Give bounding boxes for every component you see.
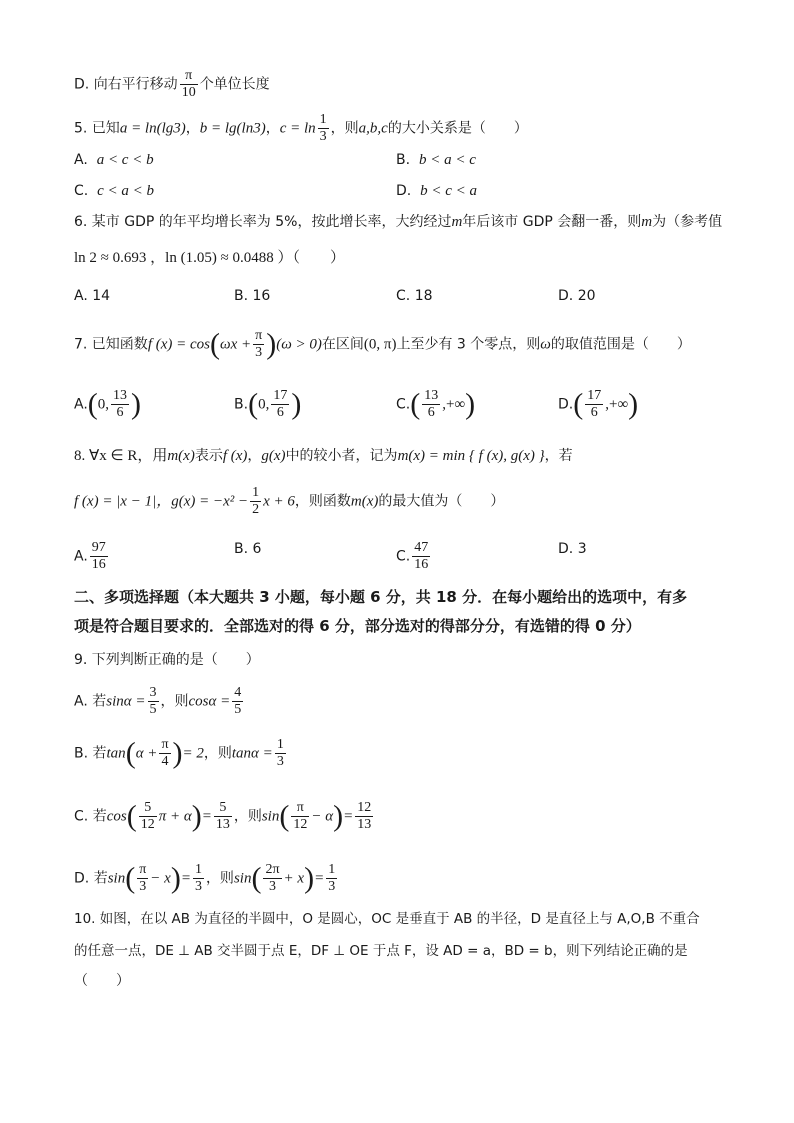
math: sinα = (106, 693, 146, 710)
math-interval: (0, π) (363, 336, 397, 353)
stem-text: 上至少有 3 个零点，则 (396, 336, 541, 353)
q9-stem: 9. 下列判断正确的是（ ） (74, 652, 260, 668)
math: π + α (158, 808, 192, 825)
option-text: 若 (92, 745, 107, 762)
fraction: $\frac{1}{2}$ (252, 485, 260, 517)
option-label: D. (396, 183, 412, 199)
q5-option-c (74, 182, 154, 200)
stem-text: 的大小关系是（ ） (387, 120, 528, 137)
math-fdef: f (x) = |x − 1| (74, 493, 157, 510)
math-def: m(x) = min { f (x), g(x) } (397, 448, 545, 464)
q7-stem: 7. 已知函数f (x) = cos(ωx + $\frac{\pi}{3}$ )(ω > 0)在区间(0, π)上至少有 3 个零点，则ω的取值范围是（ ） (74, 327, 691, 361)
option-label: D. (558, 541, 574, 557)
option-label: D. (74, 870, 90, 887)
option-text: ，则 (203, 745, 232, 762)
option-label: B. (234, 288, 249, 304)
fraction: $\frac{5}{13}$ (215, 800, 230, 832)
math: tan (106, 745, 126, 762)
math-vars: a,b,c (358, 120, 388, 137)
math: = (343, 808, 354, 825)
q6-option-d (558, 287, 596, 305)
q10-stem-line3: （ ） (74, 973, 130, 989)
q6-stem-line1 (74, 213, 722, 231)
option-label: A. (74, 152, 88, 168)
option-label: D. (74, 76, 90, 93)
option-label: A. (74, 693, 88, 710)
fraction: $\frac{\pi}{3}$ (255, 328, 263, 360)
option-text: 若 (92, 808, 107, 825)
math-m: m (641, 214, 653, 230)
fraction: $\frac{\pi}{4}$ (161, 737, 169, 769)
math-gdef-tail: x + 6 (263, 493, 295, 510)
option-text: 3 (577, 541, 587, 557)
fraction: $\frac{47}{16}$ (414, 540, 429, 572)
math: = (201, 808, 212, 825)
stem-text: 年后该市 GDP 会翻一番，则 (462, 214, 642, 230)
fraction: $\frac{17}{6}$ (587, 388, 602, 420)
math: cos (106, 808, 127, 825)
option-label: A. (74, 288, 88, 304)
fraction: $\frac{\pi}{12}$ (293, 800, 308, 832)
fraction: $\frac{13}{6}$ (113, 388, 128, 420)
math: = 2 (182, 745, 204, 762)
option-label: A. (74, 396, 88, 413)
math-m: m(x) (350, 493, 379, 510)
math: − α (311, 808, 334, 825)
fraction: $\frac{17}{6}$ (273, 388, 288, 420)
q7-option-d: D.( $\frac{17}{6}$ ,+∞) (558, 387, 639, 421)
math-b: b = lg(ln3) (199, 120, 266, 137)
option-label: B. (74, 745, 89, 762)
stem-text: ，则函数 (294, 493, 351, 510)
option-expr: a < c < b (96, 152, 154, 168)
q8-stem-line1 (74, 447, 573, 465)
stem-text: 的最大值为（ ） (378, 493, 505, 510)
option-label: C. (396, 288, 411, 304)
math-f: f (x) (222, 448, 248, 464)
fraction: $\frac{2\pi}{3}$ (265, 862, 280, 894)
option-label: B. (396, 152, 411, 168)
section-heading-line1: 二、多项选择题（本大题共 3 小题，每小题 6 分，共 18 分．在每小题给出的选项中，有多 (74, 588, 688, 606)
q5-option-d (396, 182, 477, 200)
option-expr: b < c < a (420, 183, 478, 199)
fraction: $\frac{13}{6}$ (424, 388, 439, 420)
math: cosα = (188, 693, 231, 710)
stem-text: 表示 (194, 448, 223, 464)
math-cond: (ω > 0) (276, 336, 322, 353)
math: sin (261, 808, 280, 825)
stem-text: 中的较小者，记为 (285, 448, 398, 464)
stem-text: ，则 (330, 120, 359, 137)
fraction: $\frac{12}{13}$ (357, 800, 372, 832)
q6-option-b (234, 287, 270, 305)
option-text-tail: 个单位长度 (199, 76, 270, 93)
math: − x (150, 870, 171, 887)
q9-option-a (74, 685, 245, 718)
q8-option-c (396, 540, 432, 573)
q6-option-a (74, 287, 110, 305)
fraction: $\frac{1}{3}$ (276, 737, 284, 769)
option-text: 6 (252, 541, 262, 557)
q8-stem-line2 (74, 485, 504, 518)
math: tanα = (231, 745, 273, 762)
option-expr: b < a < c (418, 152, 476, 168)
stem-text: ，若 (544, 448, 573, 464)
option-text: 20 (577, 288, 596, 304)
q6-option-c (396, 287, 433, 305)
q7-option-a: A.(0, $\frac{13}{6}$ ) (74, 387, 142, 421)
option-label: C. (74, 808, 89, 825)
fraction: $\frac{1}{3}$ (319, 112, 327, 144)
q9-option-c: C. 若cos( $\frac{5}{12}$ π + α)= $\frac{5}{13}$ ，则sin( $\frac{\pi}{12}$ − α)= $\frac{12}{13}$ (74, 799, 372, 833)
q5-option-b (396, 151, 476, 169)
q9-option-b: B. 若tan(α + $\frac{\pi}{4}$ )= 2，则tanα = $\frac{1}{3}$ (74, 736, 284, 770)
math-gdef: ，g(x) = −x² − (156, 493, 249, 510)
math-c: c = ln (279, 120, 316, 137)
math: + x (283, 870, 305, 887)
fraction: $\frac{1}{3}$ (328, 862, 336, 894)
q7-option-b: B.(0, $\frac{17}{6}$ ) (234, 387, 302, 421)
option-text: ，则 (233, 808, 262, 825)
option-text: 若 (92, 693, 107, 710)
option-label: C. (74, 183, 89, 199)
option-label: A. (74, 548, 88, 565)
q6-stem-line2 (74, 249, 345, 267)
math: sin (107, 870, 126, 887)
fraction: $\frac{97}{16}$ (91, 540, 106, 572)
math: = (314, 870, 325, 887)
option-label: C. (396, 548, 411, 565)
q5-stem: 5. 已知a = ln(lg3)，b = lg(ln3)，c = ln $\frac{1}{3}$ ，则a,b,c的大小关系是（ ） (74, 112, 528, 144)
q10-stem-line2: 的任意一点，DE ⊥ AB 交半圆于点 E，DF ⊥ OE 于点 F，设 AD = a，BD = b，则下列结论正确的是 (74, 943, 688, 959)
option-text: ，则 (160, 693, 189, 710)
math: sin (233, 870, 252, 887)
option-label: B. (234, 396, 249, 413)
stem-text: 已知 (91, 120, 120, 137)
option-text: ，则 (205, 870, 234, 887)
option-text: 14 (92, 288, 111, 304)
option-text: 16 (252, 288, 271, 304)
fraction: $\frac{5}{12}$ (140, 800, 155, 832)
option-text: 若 (93, 870, 108, 887)
option-label: D. (558, 288, 574, 304)
math-arg: ωx + (220, 336, 252, 353)
fraction: $\frac{3}{5}$ (149, 685, 157, 717)
q8-option-a (74, 540, 110, 573)
q8-option-d (558, 540, 587, 558)
section-heading-line2: 项是符合题目要求的．全部选对的得 6 分，部分选对的得部分分，有选错的得 0 分） (74, 617, 641, 635)
fraction: $\frac{4}{5}$ (234, 685, 242, 717)
stem-text: ， (247, 448, 262, 464)
math-omega: ω (540, 336, 551, 353)
stem-text: 在区间 (321, 336, 364, 353)
fraction: $\frac{\pi}{10}$ (181, 68, 196, 100)
option-label: C. (396, 396, 411, 413)
q10-stem-line1: 10. 如图，在以 AB 为直径的半圆中，O 是圆心，OC 是垂直于 AB 的半径，D 是直径上与 A,O,B 不重合 (74, 911, 700, 927)
option-text: 18 (414, 288, 433, 304)
math-m: m(x) (167, 448, 195, 464)
q4-option-d (74, 68, 270, 101)
stem-text: ln 2 ≈ 0.693 ，ln (1.05) ≈ 0.0488 ）（ ） (74, 250, 346, 266)
stem-text: 的取值范围是（ ） (550, 336, 691, 353)
fraction: $\frac{1}{3}$ (194, 862, 202, 894)
math-m: m (451, 214, 463, 230)
math: = (180, 870, 191, 887)
stem-text: 8. ∀x ∈ R，用 (74, 448, 168, 464)
stem-text: 为（参考值 (652, 214, 723, 230)
q7-option-c: C.( $\frac{13}{6}$ ,+∞) (396, 387, 476, 421)
stem-text: 6. 某市 GDP 的年平均增长率为 5%，按此增长率，大约经过 (74, 214, 452, 230)
math-func: f (x) = cos (147, 336, 210, 353)
q8-option-b (234, 540, 261, 558)
question-number: 5. (74, 120, 88, 137)
option-label: B. (234, 541, 249, 557)
stem-text: 7. 已知函数 (74, 336, 148, 353)
q5-option-a (74, 151, 154, 169)
option-expr: c < a < b (97, 183, 155, 199)
option-label: D. (558, 396, 574, 413)
math-g: g(x) (261, 448, 286, 464)
fraction: $\frac{\pi}{3}$ (139, 862, 147, 894)
math-a: a = ln(lg3) (119, 120, 186, 137)
option-text: 向右平行移动 (93, 76, 178, 93)
q9-option-d: D. 若sin( $\frac{\pi}{3}$ − x)= $\frac{1}{3}$ ，则sin( $\frac{2\pi}{3}$ + x)= $\frac{1}{3}$ (74, 861, 336, 895)
math: α + (135, 745, 158, 762)
